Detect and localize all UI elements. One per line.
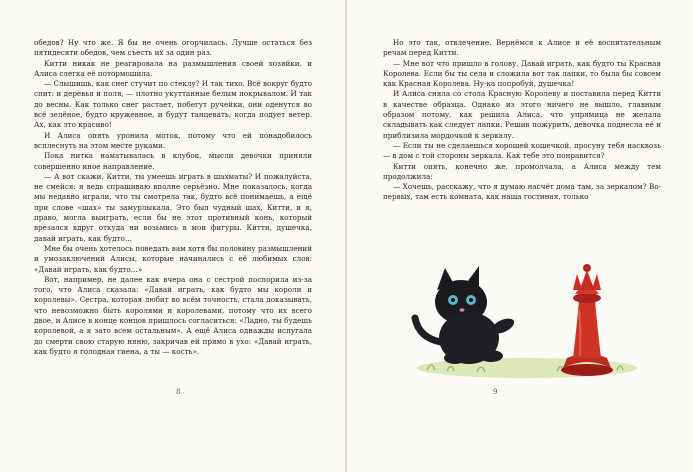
paragraph: — Мне вот что пришло в голову. Давай играть, как будто ты Красная Королева. Если бы ты села и сложила вот так лапки, то была бы совсем как Красная Королева. Ну-ка попробуй, душечка! <box>383 58 661 89</box>
paragraph: Китти никак не реагировала на размышления своей хозяйки, и Алиса слегка её потормошила. <box>34 58 312 78</box>
paragraph: И Алиса опять уронила моток, потому что ей понадобилось всплеснуть на этом месте руками. <box>34 130 312 150</box>
paragraph: — Если ты не сделаешься хорошей кошечкой, просуну тебя насквозь — в дом с той стороны зеркала. Как тебе это понравится? <box>383 140 661 161</box>
paragraph: обедов? Ну что же. Я бы не очень огорчилась. Лучше остаться без пятидесяти обедов, чем съесть их за один раз. <box>34 38 312 58</box>
red-chess-queen-icon <box>561 264 613 376</box>
left-text-column <box>34 38 312 357</box>
paragraph: Пока нитка наматывалась в клубок, мысли девочки приняли совершенно иное направление. <box>34 151 312 171</box>
paragraph: Мне бы очень хотелось поведать вам хотя бы половину размышлений и умозаключений Алисы, которые начинались с её любимых слов: «Давай играть, как будто…» <box>34 243 312 274</box>
paragraph: И Алиса сняла со стола Красную Королеву и поставила перед Китти в качестве образца. Однако из этого ничего не вышло, главным образом потому, как решила Алиса, что упрямица не желала складывать как следует лапки. Решив пожурить, девочка поднесла её и приблизила мордочкой к зеркалу. <box>383 89 661 140</box>
right-page <box>347 0 693 472</box>
paragraph: Китти опять, конечно же, промолчала, а Алиса между тем продолжила: <box>383 161 661 181</box>
paragraph: Но это так, отвлечение. Вернёмся к Алисе и её воспитательным речам перед Китти. <box>383 38 661 58</box>
page-number: 9 <box>493 388 498 396</box>
paragraph: — Слышишь, как снег стучит по стеклу? И так тихо. Всё вокруг будто спит: и деревья и поля, — плотно укуттанные белым покрывалом. И так до весны. Как только снег растает, побегут ручейки, они оденутся во всё зелёное, будто кружевное, и будут танцевать, когда подует ветер. Ах, как это красиво! <box>34 79 312 130</box>
right-text-column <box>383 38 661 203</box>
paragraph: — А вот скажи, Китти, ты умеешь играть в шахматы? И пожалуйста, не смейся: я ведь спрашиваю вполне серьёзно. Мне показалось, когда мы недавно играли, что ты смотрела так, будто всё понимаешь, а ещё при слове «шах» ты замурлыкала. Это был чудный шах, Китти, и я, право, могла выиграть, если бы не этот противный конь, который врезался вдруг откуда ни возьмись в мои фигуры. Китти, душечка, давай играть, как будто… <box>34 171 312 243</box>
kitten-and-chess-queen-illustration <box>407 230 657 380</box>
paragraph: — Хочешь, расскажу, что я думаю насчёт дома там, за зеркалом? Во-первых, там есть комната, как наша гостиная, только <box>383 182 661 202</box>
page-number: 8 <box>176 388 181 396</box>
black-kitten-icon <box>415 266 516 364</box>
paragraph: Вот, например, не далее как вчера она с сестрой поспорила из-за того, что Алиса сказала: «Давай играть, как будто мы короли и королевы». Сестра, которая любит во всём точность, стала доказывать, что невозможно быть королями и королевами, потому что их всего двое, и Алисе в конце концов пришлось согласиться: «Ладно, ты будешь королевой, а я зато всем остальным». А ещё Алиса однажды испугала до смерти свою старую няню, закричав ей прямо в ухо: «Давай играть, как будто я голодная гиена, а ты — кость». <box>34 274 312 356</box>
left-page <box>0 0 346 472</box>
